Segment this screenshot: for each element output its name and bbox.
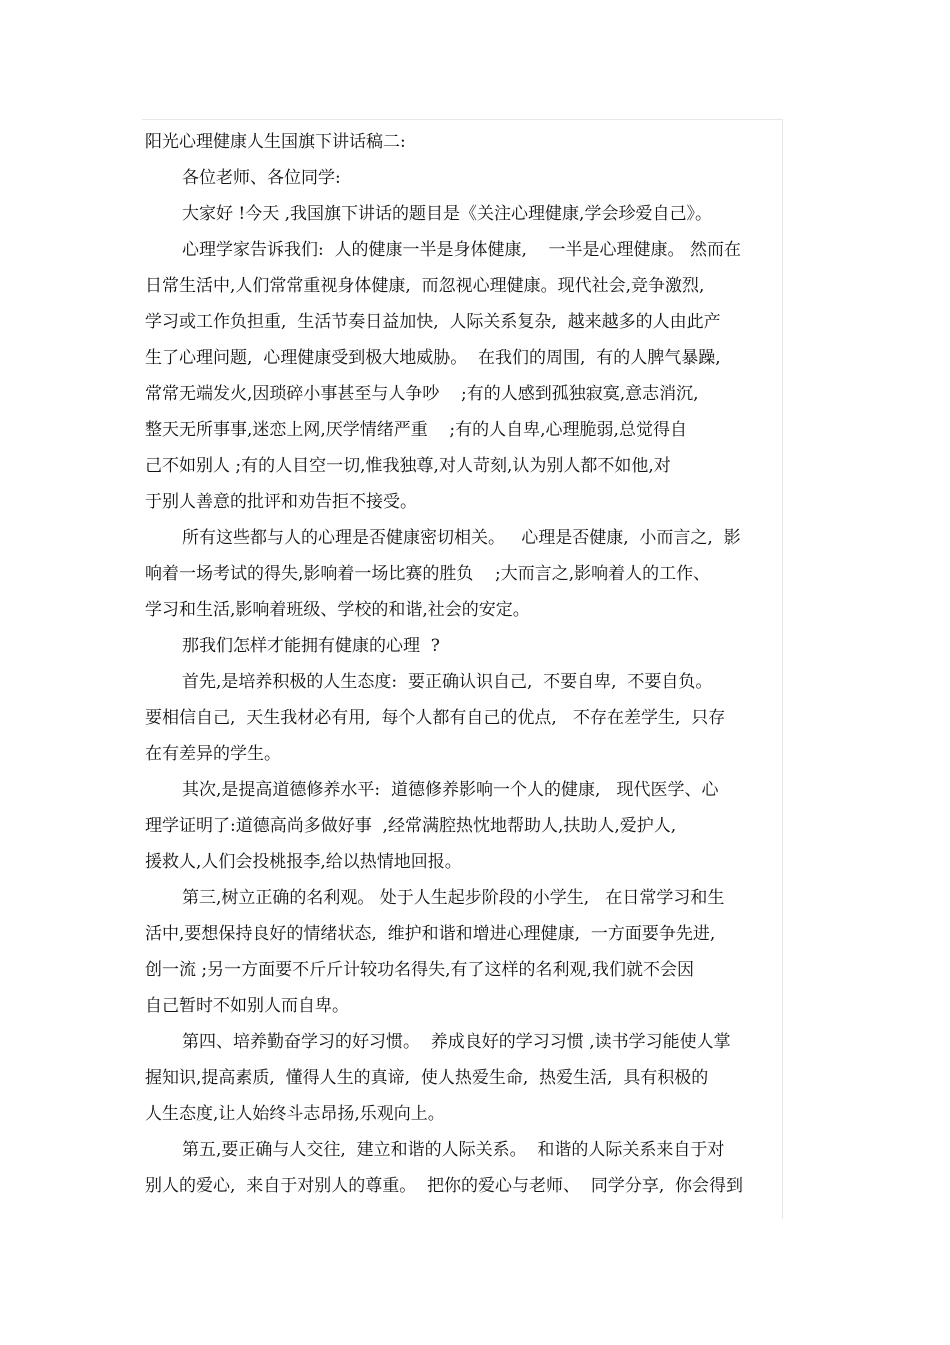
text-line: 要相信自己, 天生我材必有用, 每个人都有自己的优点, 不存在差学生, 只存 (145, 708, 726, 728)
text-line: 整天无所事事,迷恋上网,厌学情绪严重 ;有的人自卑,心理脆弱,总觉得自 (145, 420, 687, 440)
document-body (145, 124, 783, 1204)
text-line: 心理学家告诉我们: 人的健康一半是身体健康, 一半是心理健康。 然而在 (182, 240, 741, 260)
text-line: 日常生活中,人们常常重视身体健康, 而忽视心理健康。现代社会,竞争激烈, (145, 276, 705, 296)
text-line: 首先,是培养积极的人生态度: 要正确认识自己, 不要自卑, 不要自负。 (182, 672, 713, 692)
document-title: 阳光心理健康人生国旗下讲话稿二: (145, 132, 406, 152)
text-line: 自己暂时不如别人而自卑。 (145, 996, 349, 1016)
text-line: 在有差异的学生。 (145, 744, 281, 764)
text-line: 第四、培养勤奋学习的好习惯。 养成良好的学习习惯 ,读书学习能使人掌 (182, 1032, 731, 1052)
text-line: 学习和生活,影响着班级、学校的和谐,社会的安定。 (145, 600, 530, 620)
text-line: 别人的爱心, 来自于对别人的尊重。 把你的爱心与老师、 同学分享, 你会得到 (145, 1176, 744, 1196)
text-line: 那我们怎样才能拥有健康的心理 ? (182, 636, 440, 656)
document-lines (145, 160, 783, 1204)
text-line: 理学证明了:道德高尚多做好事 ,经常满腔热忱地帮助人,扶助人,爱护人, (145, 816, 677, 836)
text-line: 学习或工作负担重, 生活节奏日益加快, 人际关系复杂, 越来越多的人由此产 (145, 312, 721, 332)
text-line: 援救人,人们会投桃报李,给以热情地回报。 (145, 852, 462, 872)
text-line: 于别人善意的批评和劝告拒不接受。 (145, 492, 417, 512)
text-line: 常常无端发火,因琐碎小事甚至与人争吵 ;有的人感到孤独寂寞,意志消沉, (145, 384, 699, 404)
text-line: 第五,要正确与人交往, 建立和谐的人际关系。 和谐的人际关系来自于对 (182, 1140, 725, 1160)
text-line: 大家好 !今天 ,我国旗下讲话的题目是《关注心理健康,学会珍爱自己》。 (182, 204, 712, 224)
text-line: 响着一场考试的得失,影响着一场比赛的胜负 ;大而言之,影响着人的工作、 (145, 564, 711, 584)
text-line: 己不如别人 ;有的人目空一切,惟我独尊,对人苛刻,认为别人都不如他,对 (145, 456, 671, 476)
text-line: 生了心理问题, 心理健康受到极大地威胁。 在我们的周围, 有的人脾气暴躁, (145, 348, 721, 368)
text-line: 各位老师、各位同学: (182, 168, 341, 188)
text-line: 活中,要想保持良好的情绪状态, 维护和谐和增进心理健康, 一方面要争先进, (145, 924, 716, 944)
text-line: 创一流 ;另一方面要不斤斤计较功名得失,有了这样的名利观,我们就不会因 (145, 960, 694, 980)
text-line: 人生态度,让人始终斗志昂扬,乐观向上。 (145, 1104, 445, 1124)
text-line: 握知识,提高素质, 懂得人生的真谛, 使人热爱生命, 热爱生活, 具有积极的 (145, 1068, 709, 1088)
text-line: 所有这些都与人的心理是否健康密切相关。 心理是否健康, 小而言之, 影 (182, 528, 741, 548)
text-line: 其次,是提高道德修养水平: 道德修养影响一个人的健康, 现代医学、心 (182, 780, 719, 800)
text-line: 第三,树立正确的名利观。 处于人生起步阶段的小学生, 在日常学习和生 (182, 888, 725, 908)
